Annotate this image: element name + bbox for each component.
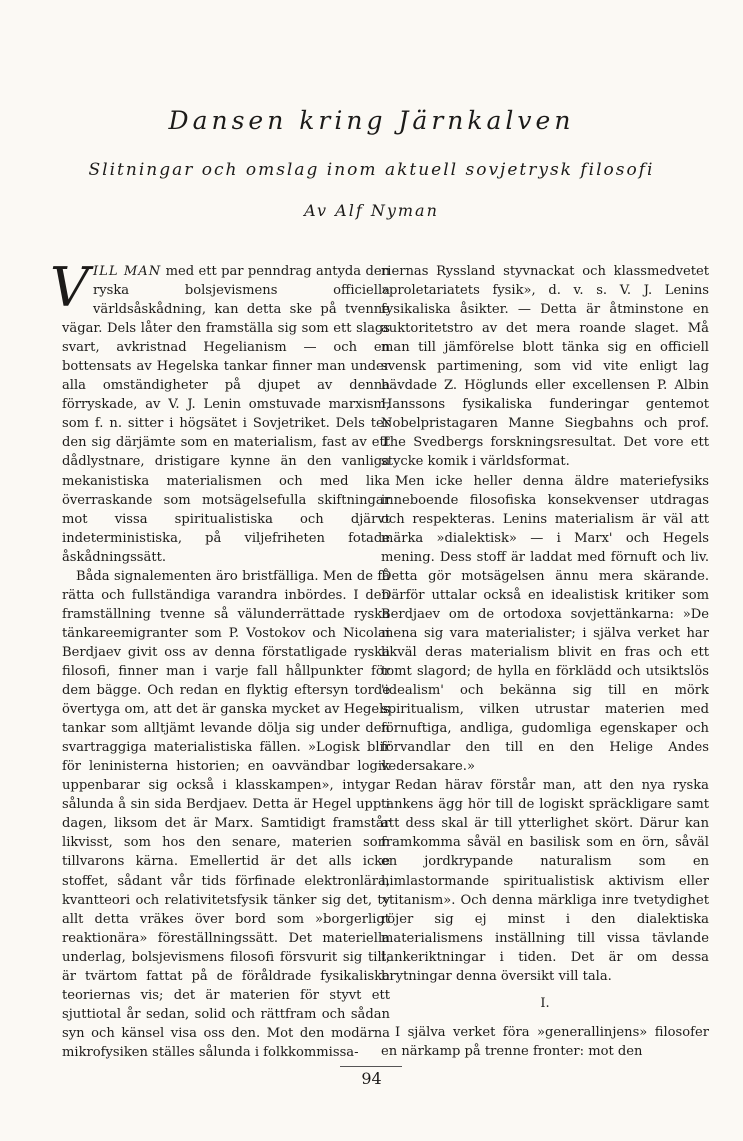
left-paragraph-1-text: med ett par penndrag antyda den ryska bolsjevismens officiella världsåskådning, kan detta ske på tvenne vägar. Dels låter den framställa sig som ett slags svart, avkristnad Hegelianism — och en bottensats av Hegelska tankar finner man under alla omständigheter på djupet av denna förryskade, av V. J. Lenin omstuvade marxism, som f. n. sitter i högsätet i Sovjetriket. Dels ter den sig därjämte som en materialism, fast av ett dådlystnare, dristigare kynne än den vanliga mekanistiska materialismen och med lika överraskande som motsägelsefulla skiftningar mot vissa spiritualistiska och djärvt indeterministiska, på viljefriheten fotade åskådningssätt.	[62, 264, 391, 565]
right-paragraph-1: riernas Ryssland styvnackat och klassmedvetet »proletariatets fysik», d. v. s. V. J. Lenins fysikaliska åsikter. — Detta är åtminstone en auktoritetstro av det mera roande slaget. Må man till jämförelse blott tänka sig en officiell svensk partimening, som vid vite enligt lag hävdade Z. Höglunds eller excellensen P. Albin Hanssons fysikaliska funderingar gentemot Nobelpristagaren Manne Siegbahns och prof. The Svedbergs forskningsresultat. Det vore ett stycke komik i världsformat.	[381, 264, 709, 470]
left-paragraph-2: Båda signalementen äro bristfälliga. Men de få rätta och fullständiga varandra inbördes. I den framställning tvenne så välunderrättade ryska tänkareemigranter som P. Vostokov och Nicolai Berdjaev givit oss av denna förstatligade ryska filosofi, finner man i varje fall hållpunkter för dem bägge. Och redan en flyktig eftersyn torde övertyga om, att det är ganska mycket av Hegels tankar som alltjämt levande dölja sig under den svartraggiga materialistiska fällen. »Logisk blir för leninisterna historien; en oavvändbar logik uppenbarar sig också i klasskampen», intygar sålunda å sin sida Berdjaev. Detta är Hegel upp i dagen, liksom det är Marx. Samtidigt framstår likvisst, som hos den senare, materien som tillvarons kärna. Emellertid är det alls icke stoffet, sådant vår tids förfinade elektronlära, kvantteori och relativitetsfysik tänker sig det, ty allt detta vräkes över bord som »borgerligt reaktionära» föreställningssätt. Det materiella underlag, bolsjevismens filosofi försvurit sig till, är tvärtom fattat på de föråldrade fysikaliska teoriernas vis; det är materien för styvt ett sjuttiotal år sedan, solid och rättfram och sådan syn och känsel visa oss den. Mot den modärna mikrofysiken ställes sålunda i folkkommissa-	[62, 568, 390, 1060]
article-title: Dansen kring Järnkalven	[168, 106, 575, 135]
left-column	[50, 256, 391, 1062]
article-subtitle: Slitningar och omslag inom aktuell sovjetrysk filosofi	[88, 160, 655, 180]
footer-rule	[340, 1066, 402, 1067]
right-column	[381, 262, 709, 1061]
right-paragraph-2: Men icke heller denna äldre materiefysiks inneboende filosofiska konsekvenser utdragas och respekteras. Lenins materialism är väl att märka »dialektisk» — i Marx' och Hegels mening. Dess stoff är laddat med förnuft och liv. Detta gör motsägelsen ännu mera skärande. Därför uttalar också en idealistisk kritiker som Berdjaev om de ortodoxa sovjettänkarna: »De mena sig vara materialister; i själva verket har likväl deras materialism blivit en fras och ett tomt slagord; de hylla en förklädd och utsiktslös 'idealism' och bekänna sig till en mörk spiritualism, vilken utrustar materien med förnuftiga, andliga, gudomliga egenskaper och förvandlar den till en den Helige Andes vedersakare.»	[381, 473, 709, 775]
right-paragraph-3: Redan härav förstår man, att den nya ryska tankens ägg hör till de logiskt spräckligare samt att dess skal är till ytterlighet skört. Därur kan framkomma såväl en basilisk som en örn, såväl en jordkrypande naturalism som en himlastormande spiritualistisk aktivism eller »titanism». Och denna märkliga inre tvetydighet röjer sig ej minst i den dialektiska materialismens inställning till vissa tävlande tankeriktningar i tiden. Det är om dessa brytningar denna översikt vill tala.	[381, 778, 709, 984]
left-paragraph-1	[50, 256, 391, 567]
page-number: 94	[361, 1069, 382, 1088]
lead-caps: ILL MAN	[93, 264, 162, 279]
drop-cap: V	[50, 256, 89, 319]
article-byline: Av Alf Nyman	[304, 201, 439, 220]
section-paragraph: I själva verket föra »generallinjens» filosofer en närkamp på trenne fronter: mot den	[381, 1024, 709, 1059]
section-number: I.	[540, 995, 550, 1011]
